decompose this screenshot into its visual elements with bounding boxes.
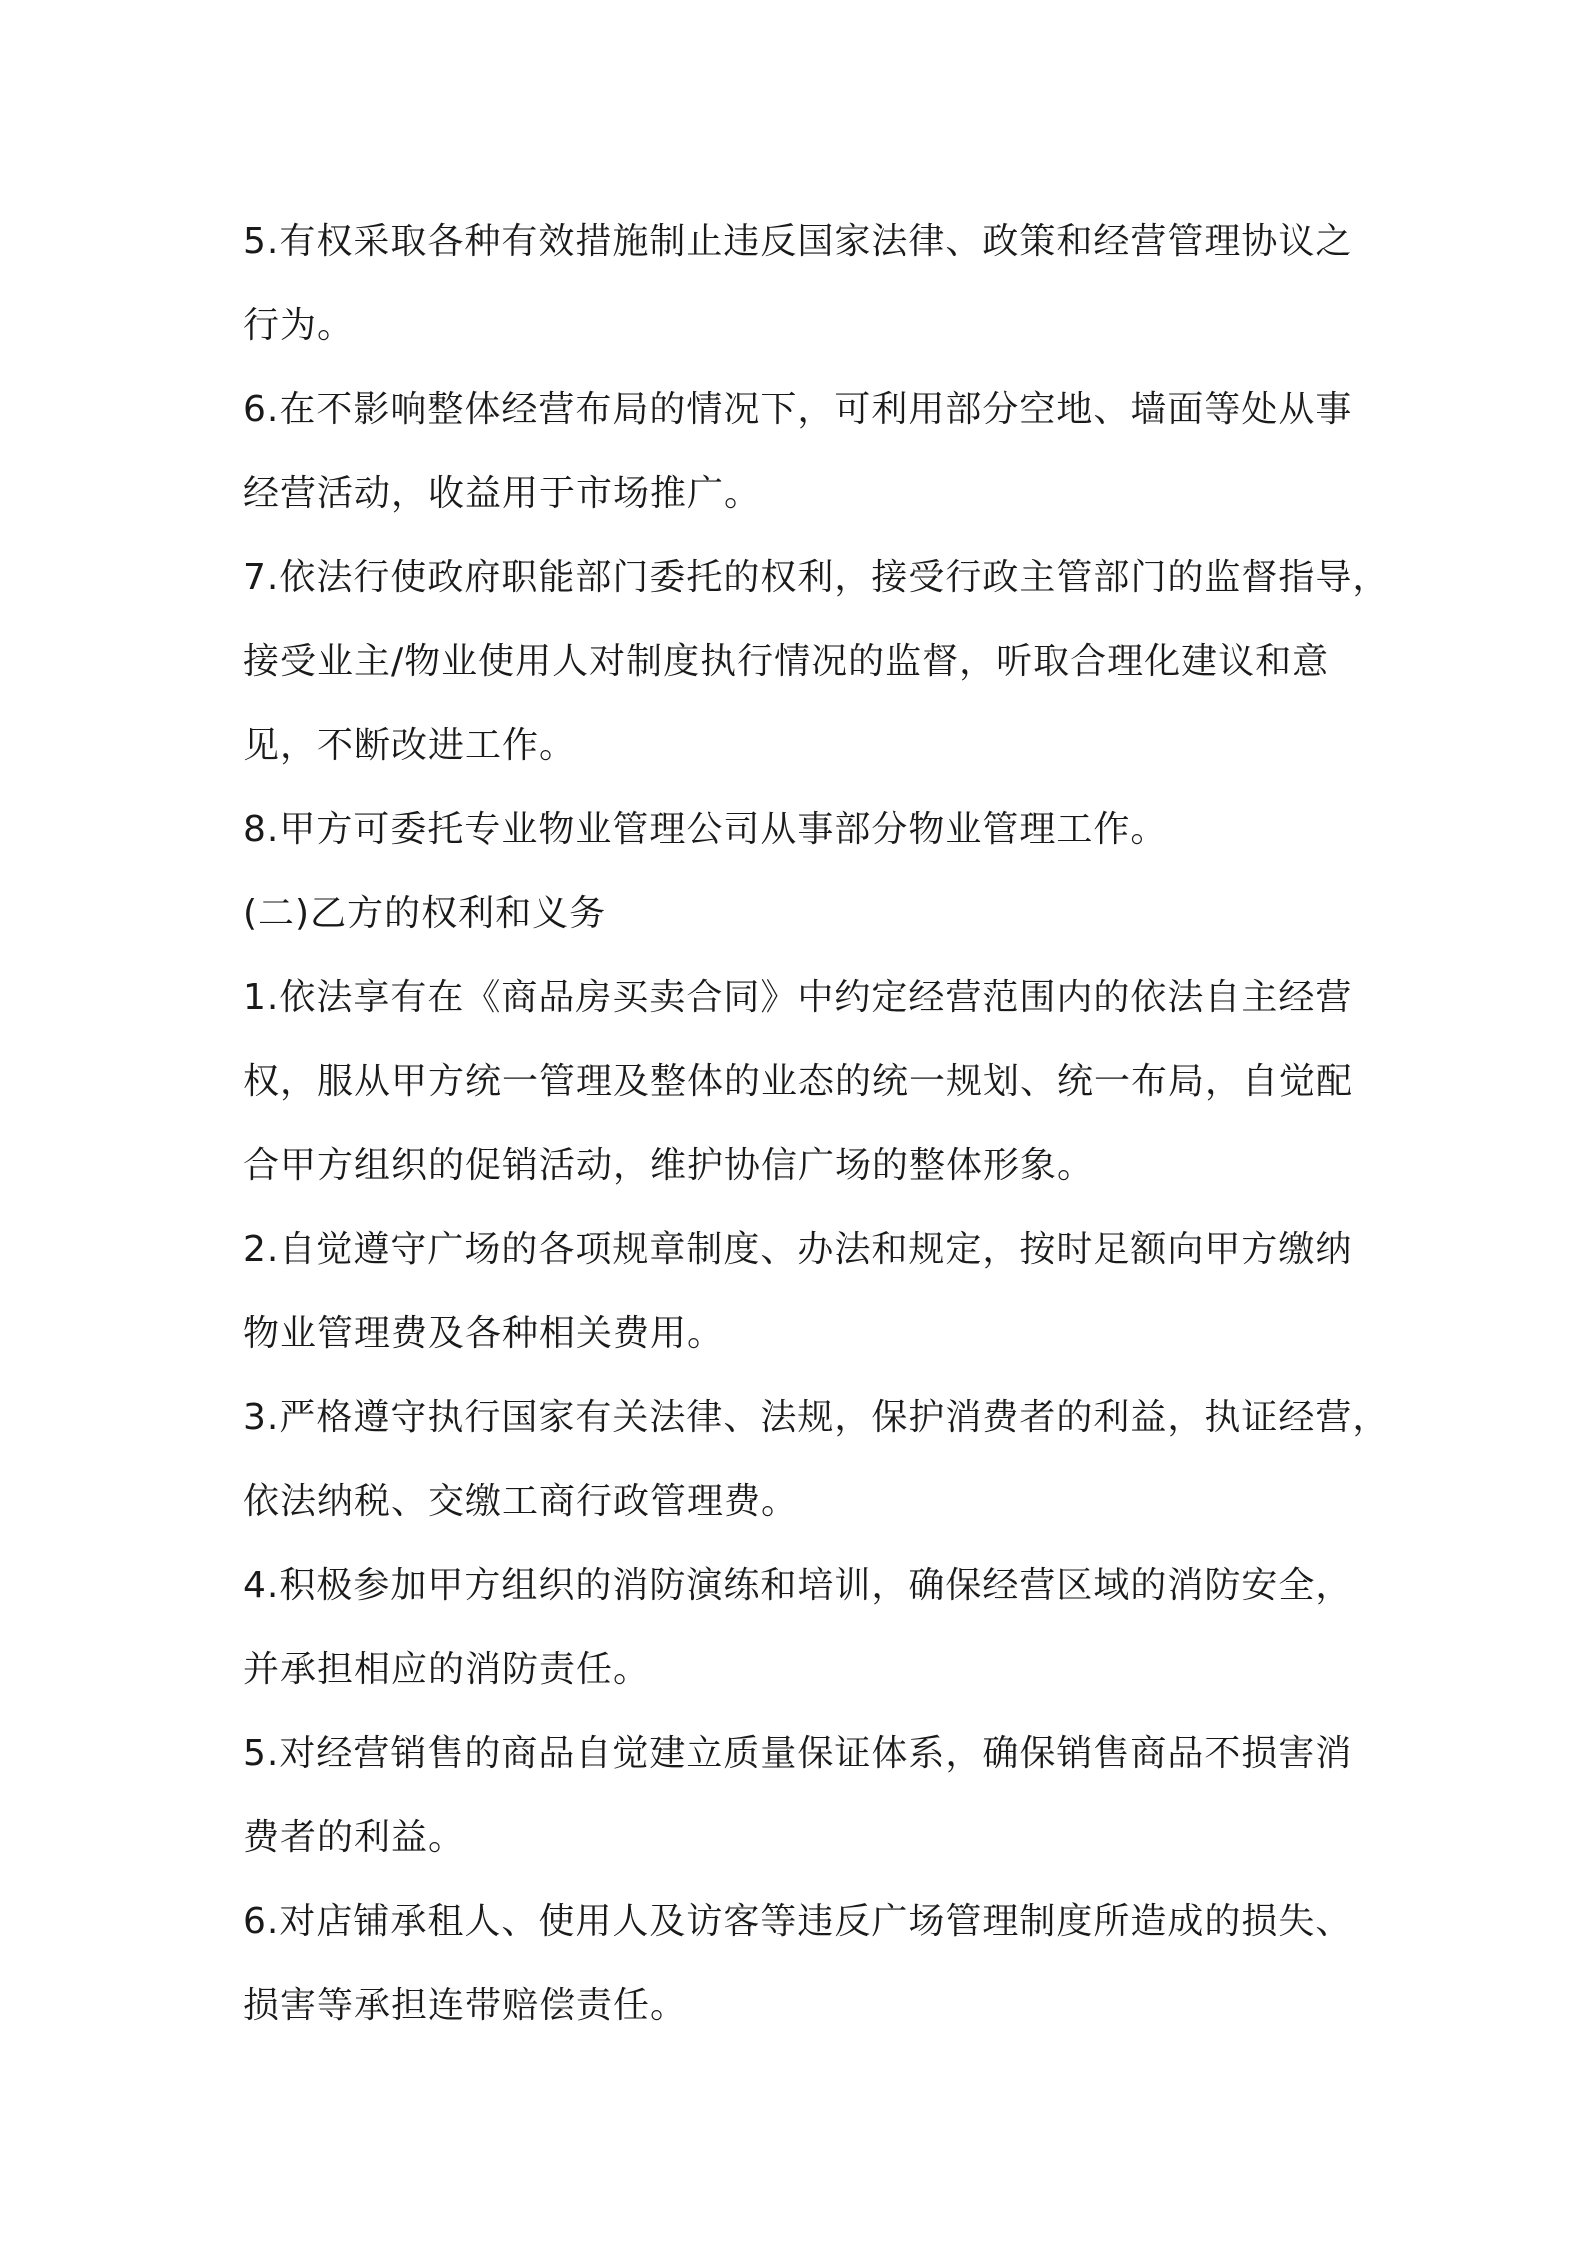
text-line-12: 合甲方组织的促销活动，维护协信广场的整体形象。 <box>243 1145 1095 1186</box>
text-line-19: 5.对经营销售的商品自觉建立质量保证体系，确保销售商品不损害消 <box>243 1733 1353 1774</box>
text-line-13: 2.自觉遵守广场的各项规章制度、办法和规定，按时足额向甲方缴纳 <box>243 1229 1353 1270</box>
text-line-10: 1.依法享有在《商品房买卖合同》中约定经营范围内的依法自主经营 <box>243 977 1353 1018</box>
text-line-4: 经营活动，收益用于市场推广。 <box>243 473 762 514</box>
text-line-3: 6.在不影响整体经营布局的情况下，可利用部分空地、墙面等处从事 <box>243 389 1353 430</box>
text-line-11: 权，服从甲方统一管理及整体的业态的统一规划、统一布局，自觉配 <box>243 1061 1354 1102</box>
text-line-1: 5.有权采取各种有效措施制止违反国家法律、政策和经营管理协议之 <box>243 221 1353 262</box>
text-line-22: 损害等承担连带赔偿责任。 <box>243 1985 688 2026</box>
text-line-14: 物业管理费及各种相关费用。 <box>243 1313 725 1354</box>
text-line-5: 7.依法行使政府职能部门委托的权利，接受行政主管部门的监督指导， <box>243 557 1390 598</box>
text-line-20: 费者的利益。 <box>243 1817 466 1858</box>
section-heading: (二)乙方的权利和义务 <box>243 893 607 934</box>
document-body <box>243 200 1390 2048</box>
text-line-16: 依法纳税、交缴工商行政管理费。 <box>243 1481 799 1522</box>
text-line-17: 4.积极参加甲方组织的消防演练和培训，确保经营区域的消防安全， <box>243 1565 1353 1606</box>
text-line-7: 见，不断改进工作。 <box>243 725 577 766</box>
text-line-2: 行为。 <box>243 305 355 346</box>
text-line-6: 接受业主/物业使用人对制度执行情况的监督，听取合理化建议和意 <box>243 641 1330 682</box>
text-line-15: 3.严格遵守执行国家有关法律、法规，保护消费者的利益，执证经营， <box>243 1397 1390 1438</box>
text-line-21: 6.对店铺承租人、使用人及访客等违反广场管理制度所造成的损失、 <box>243 1901 1353 1942</box>
text-line-18: 并承担相应的消防责任。 <box>243 1649 651 1690</box>
text-line-8: 8.甲方可委托专业物业管理公司从事部分物业管理工作。 <box>243 809 1168 850</box>
